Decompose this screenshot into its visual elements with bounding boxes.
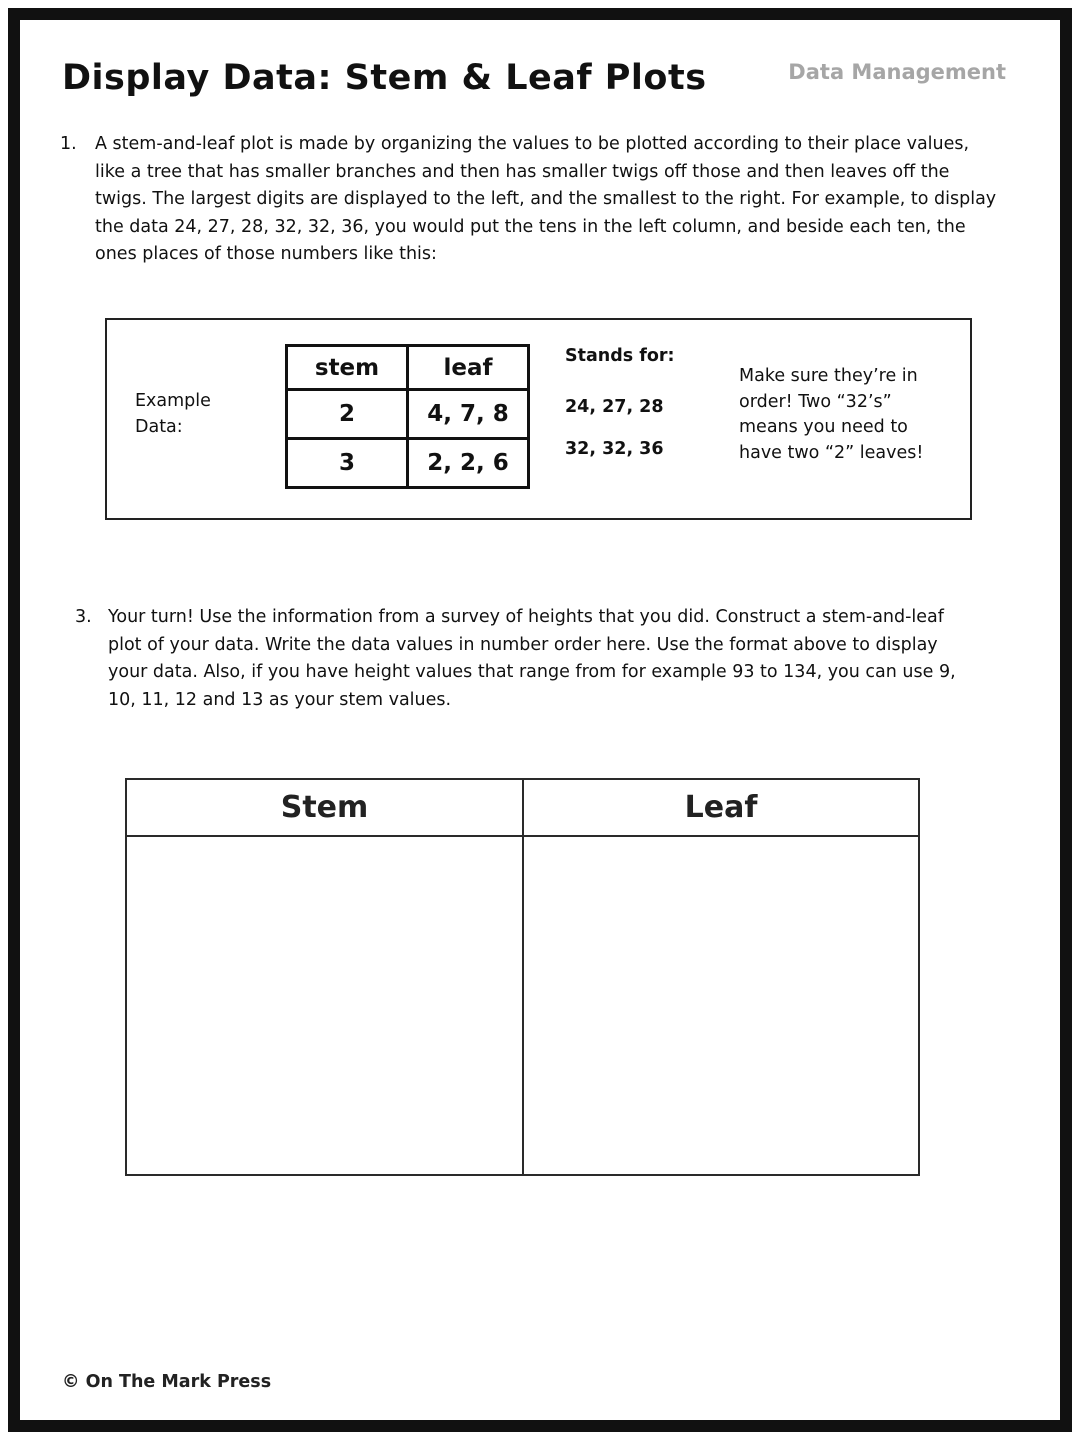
table-row bbox=[287, 390, 529, 439]
stands-for-label: Stands for: bbox=[565, 346, 675, 366]
stands-for-block bbox=[565, 346, 675, 459]
stands-for-value-2: 32, 32, 36 bbox=[565, 439, 664, 459]
example-table-header-stem: stem bbox=[287, 346, 408, 390]
example-stem-cell: 3 bbox=[287, 439, 408, 488]
question-1-text: A stem-and-leaf plot is made by organizing the values to be plotted according to their place values, like a tree that has smaller branches and then has smaller twigs off those and then leaves off the twigs. The largest digits are displayed to the left, and the smallest to the right. For example, to display the data 24, 27, 28, 32, 32, 36, you would put the tens in the left column, and beside each ten, the ones places of those numbers like this: bbox=[95, 134, 997, 264]
example-stem-cell: 2 bbox=[287, 390, 408, 439]
example-box bbox=[105, 318, 972, 520]
question-3-text: Your turn! Use the information from a survey of heights that you did. Construct a stem-and-leaf plot of your data. Write the data values in number order here. Use the format above to display your data. Also, if you have height values that range from for example 93 to 134, you can use 9, 10, 11, 12 and 13 as your stem values. bbox=[108, 607, 956, 710]
table-row bbox=[287, 439, 529, 488]
blank-stem-leaf-table bbox=[125, 778, 920, 1176]
example-stem-leaf-table bbox=[285, 344, 530, 489]
question-1-number: 1. bbox=[60, 134, 77, 154]
example-data-label: Example Data: bbox=[135, 391, 211, 437]
blank-stem-cell bbox=[127, 837, 524, 1174]
example-leaf-cell: 4, 7, 8 bbox=[408, 390, 529, 439]
copyright-text: © On The Mark Press bbox=[62, 1372, 272, 1392]
example-leaf-cell: 2, 2, 6 bbox=[408, 439, 529, 488]
stands-for-value-1: 24, 27, 28 bbox=[565, 397, 664, 417]
subject-label: Data Management bbox=[788, 60, 1006, 84]
blank-table-header-stem: Stem bbox=[127, 780, 524, 837]
example-note: Make sure they’re in order! Two “32’s” means you need to have two “2” leaves! bbox=[739, 366, 924, 463]
page-title: Display Data: Stem & Leaf Plots bbox=[62, 58, 707, 98]
blank-leaf-cell bbox=[524, 837, 918, 1174]
question-3-number: 3. bbox=[75, 607, 92, 627]
example-table-header-leaf: leaf bbox=[408, 346, 529, 390]
blank-table-header-leaf: Leaf bbox=[524, 780, 918, 837]
